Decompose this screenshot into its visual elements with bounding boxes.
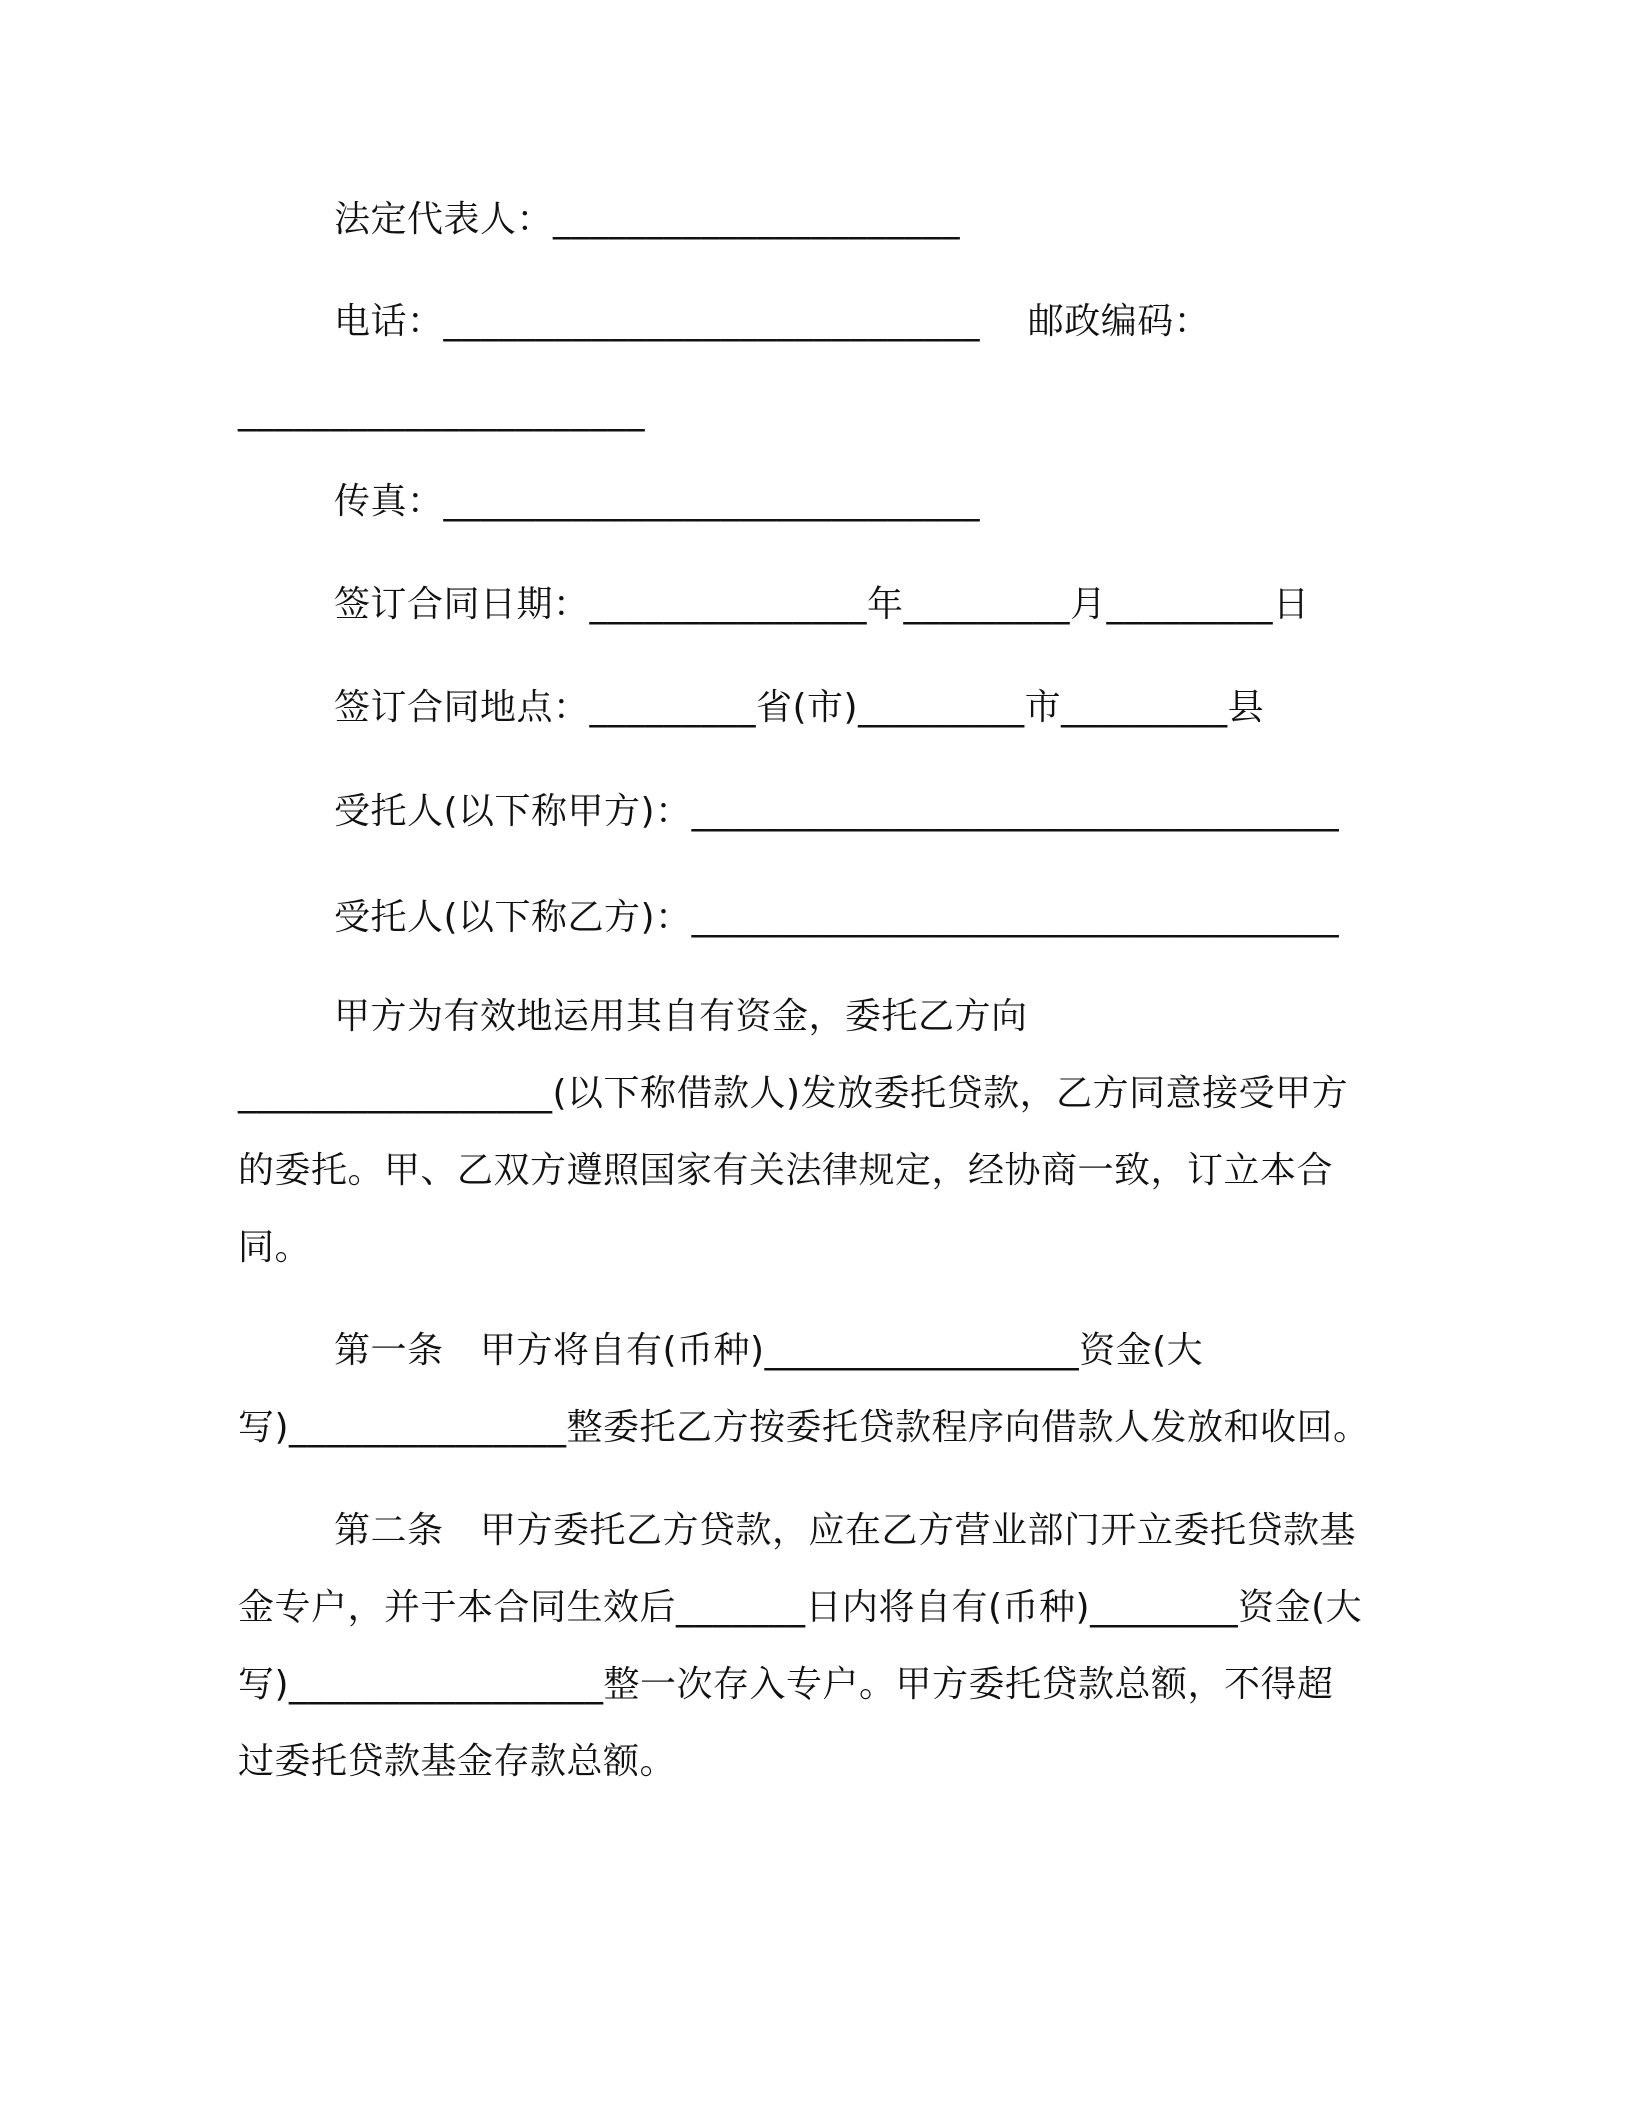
signing-date-field: 签订合同日期：_______________年_________月_________日 xyxy=(334,584,1310,625)
phone-postcode-field: 电话：_____________________________ 邮政编码： xyxy=(334,301,1211,342)
intro-paragraph-line: 甲方为有效地运用其自有资金，委托乙方向 xyxy=(334,996,1028,1037)
article-2-line: 第二条 甲方委托乙方贷款，应在乙方营业部门开立委托贷款基 xyxy=(334,1510,1357,1551)
intro-paragraph-line: _________________(以下称借款人)发放委托贷款，乙方同意接受甲方 xyxy=(238,1073,1349,1114)
postcode-blank: ______________________ xyxy=(238,391,645,432)
legal-representative-field: 法定代表人：______________________ xyxy=(334,199,961,240)
intro-paragraph-line: 的委托。甲、乙双方遵照国家有关法律规定，经协商一致，订立本合 xyxy=(238,1150,1334,1191)
article-1-line: 写)_______________整委托乙方按委托贷款程序向借款人发放和收回。 xyxy=(238,1407,1370,1448)
intro-paragraph-line: 同。 xyxy=(238,1227,312,1268)
article-2-line: 写)_________________整一次存入专户。甲方委托贷款总额，不得超 xyxy=(238,1664,1334,1705)
party-b-field: 受托人(以下称乙方)：___________________________________ xyxy=(334,897,1340,938)
article-2-line: 过委托贷款基金存款总额。 xyxy=(238,1741,677,1782)
article-2-line: 金专户，并于本合同生效后_______日内将自有(币种)________资金(大 xyxy=(238,1587,1363,1628)
party-a-field: 受托人(以下称甲方)：___________________________________ xyxy=(334,791,1340,832)
article-1-line: 第一条 甲方将自有(币种)_________________资金(大 xyxy=(334,1330,1204,1371)
signing-place-field: 签订合同地点：_________省(市)_________市_________县 xyxy=(334,687,1265,728)
fax-field: 传真：_____________________________ xyxy=(334,481,981,522)
